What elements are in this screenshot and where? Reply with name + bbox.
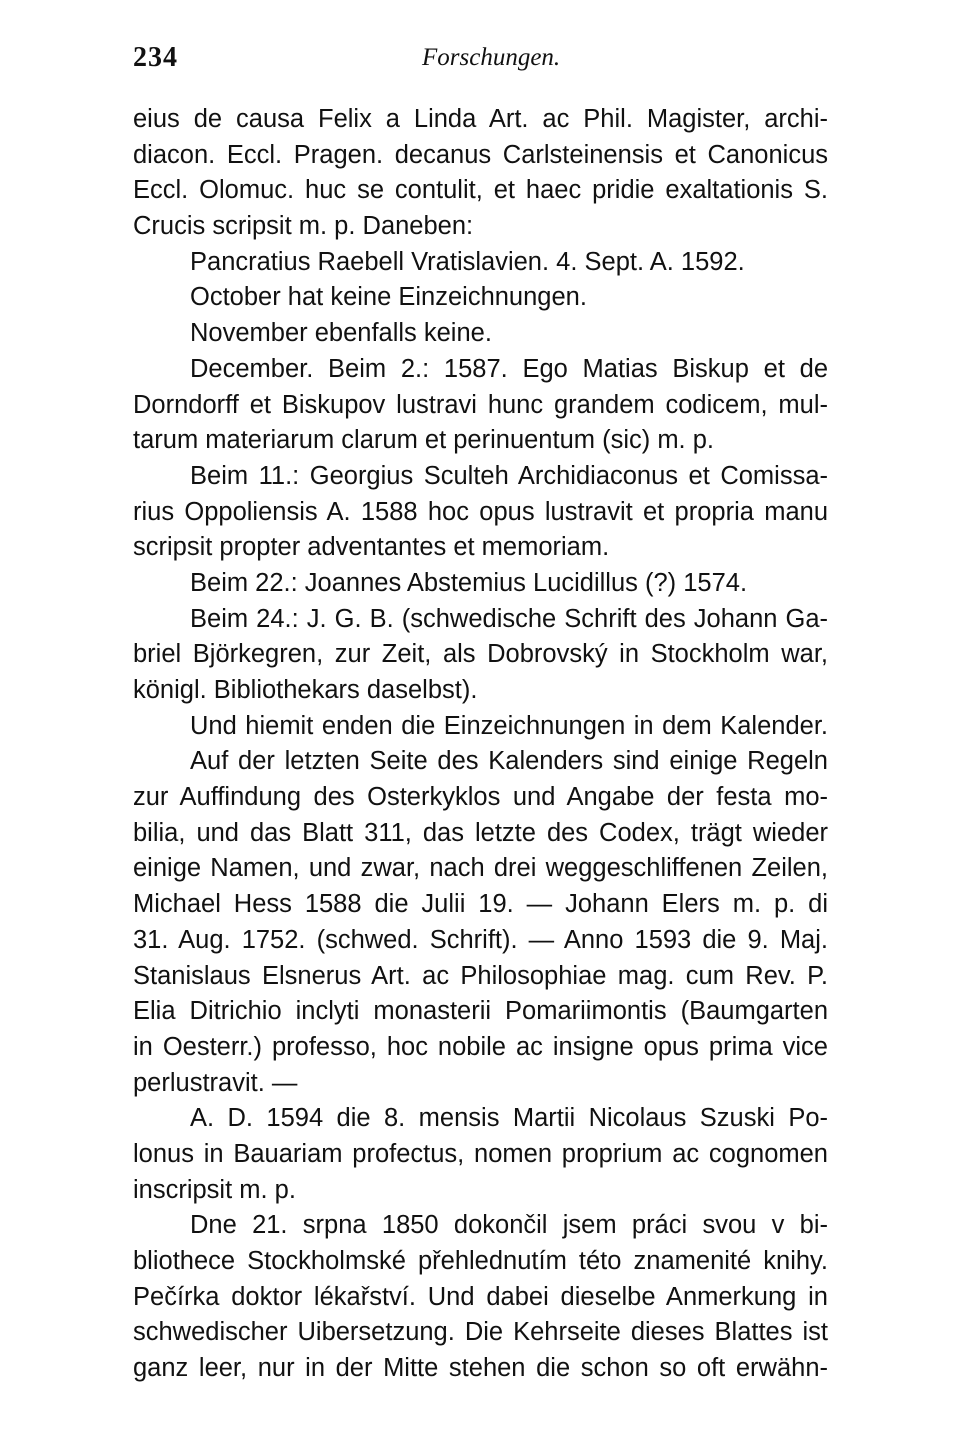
text-line: zur Auffindung des Osterkyklos und Angabe der festa mo- (133, 783, 828, 812)
text-line: Elia Ditrichio inclyti monasterii Pomariimontis (Baumgarten (133, 997, 828, 1026)
text-line: briel Björkegren, zur Zeit, als Dobrovský in Stockholm war, (133, 640, 828, 669)
text-line: ganz leer, nur in der Mitte stehen die schon so oft erwähn- (133, 1354, 828, 1383)
text-line: tarum materiarum clarum et perinuentum (sic) m. p. (133, 426, 714, 455)
text-line: perlustravit. — (133, 1068, 298, 1097)
text-line: Crucis scripsit m. p. Daneben: (133, 212, 474, 241)
text-line: Beim 22.: Joannes Abstemius Lucidillus (?) 1574. (190, 568, 748, 597)
text-line: Dorndorff et Biskupov lustravi hunc grandem codicem, mul- (133, 390, 828, 419)
text-line: A. D. 1594 die 8. mensis Martii Nicolaus Szuski Po- (190, 1104, 828, 1133)
text-line: Beim 24.: J. G. B. (schwedische Schrift des Johann Ga- (190, 604, 828, 633)
text-line: Pancratius Raebell Vratislavien. 4. Sept. A. 1592. (190, 247, 745, 276)
text-line: diacon. Eccl. Pragen. decanus Carlsteinensis et Canonicus (133, 140, 828, 169)
text-line: bilia, und das Blatt 311, das letzte des Codex, trägt wieder (133, 818, 828, 847)
text-line: Pečírka doktor lékařství. Und dabei dieselbe Anmerkung in (133, 1282, 828, 1311)
text-line: December. Beim 2.: 1587. Ego Matias Biskup et de (190, 354, 828, 383)
text-line: Eccl. Olomuc. huc se contulit, et haec pridie exaltationis S. (133, 176, 828, 205)
text-line: in Oesterr.) professo, hoc nobile ac insigne opus prima vice (133, 1032, 828, 1061)
text-line: Auf der letzten Seite des Kalenders sind einige Regeln (190, 747, 828, 776)
page-header (0, 42, 960, 82)
body-text (133, 102, 828, 1387)
text-line: rius Oppoliensis A. 1588 hoc opus lustravit et propria manu (133, 497, 828, 526)
text-line: bliothece Stockholmské přehlednutím této znamenité knihy. (133, 1247, 828, 1275)
text-line: October hat keine Einzeichnungen. (190, 283, 587, 312)
text-line: Und hiemit enden die Einzeichnungen in dem Kalender. (190, 711, 828, 740)
text-line: eius de causa Felix a Linda Art. ac Phil. Magister, archi- (133, 105, 828, 133)
page-number: 234 (133, 42, 178, 73)
text-line: Beim 11.: Georgius Sculteh Archidiaconus et Comissa- (190, 461, 828, 490)
text-line: November ebenfalls keine. (190, 319, 492, 348)
text-line: Stanislaus Elsnerus Art. ac Philosophiae mag. cum Rev. P. (133, 961, 828, 990)
text-line: königl. Bibliothekars daselbst). (133, 676, 478, 704)
text-line: inscripsit m. p. (133, 1175, 296, 1204)
running-title: Forschungen. (422, 44, 561, 71)
text-line: scripsit propter adventantes et memoriam. (133, 533, 610, 562)
text-line: einige Namen, und zwar, nach drei weggeschliffenen Zeilen, (133, 854, 828, 883)
text-line: Michael Hess 1588 die Julii 19. — Johann Elers m. p. di (133, 890, 828, 919)
text-line: schwedischer Uibersetzung. Die Kehrseite dieses Blattes ist (133, 1318, 828, 1347)
text-line: Dne 21. srpna 1850 dokončil jsem práci svou v bi- (190, 1211, 828, 1240)
text-line: 31. Aug. 1752. (schwed. Schrift). — Anno 1593 die 9. Maj. (133, 925, 828, 954)
text-line: lonus in Bauariam profectus, nomen proprium ac cognomen (133, 1139, 828, 1168)
